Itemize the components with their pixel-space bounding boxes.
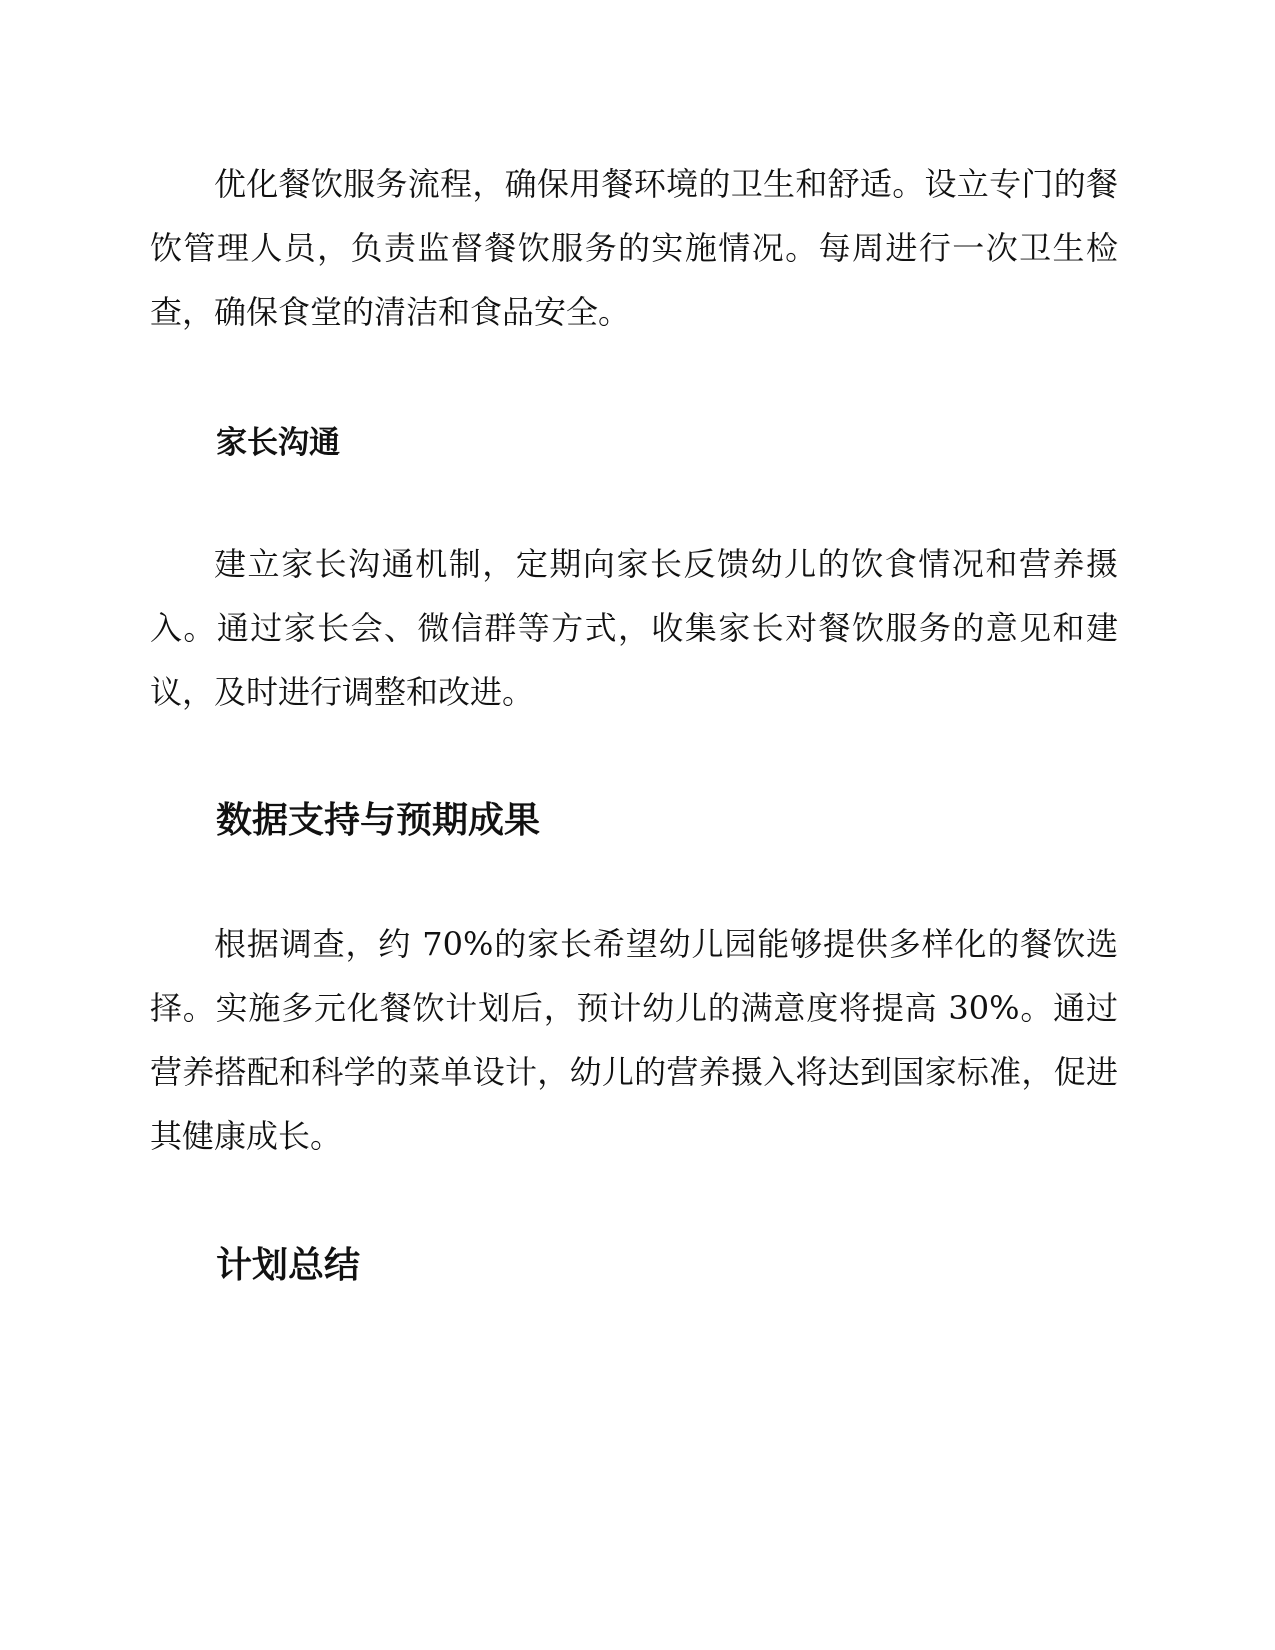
paragraph-data-support: 根据调查，约 70%的家长希望幼儿园能够提供多样化的餐饮选择。实施多元化餐饮计划后，预计幼儿的满意度将提高 30%。通过营养搭配和科学的菜单设计，幼儿的营养摄入将达到国家标准，促进其健康成长。 bbox=[150, 925, 1118, 1155]
paragraph-parent-communication: 建立家长沟通机制，定期向家长反馈幼儿的饮食情况和营养摄入。通过家长会、微信群等方式，收集家长对餐饮服务的意见和建议，及时进行调整和改进。 bbox=[150, 545, 1118, 711]
heading-data-support: 数据支持与预期成果 bbox=[216, 800, 541, 841]
paragraph-dining-service: 优化餐饮服务流程，确保用餐环境的卫生和舒适。设立专门的餐饮管理人员，负责监督餐饮服务的实施情况。每周进行一次卫生检查，确保食堂的清洁和食品安全。 bbox=[150, 165, 1118, 331]
heading-parent-communication: 家长沟通 bbox=[216, 425, 340, 461]
heading-plan-summary: 计划总结 bbox=[216, 1245, 361, 1286]
